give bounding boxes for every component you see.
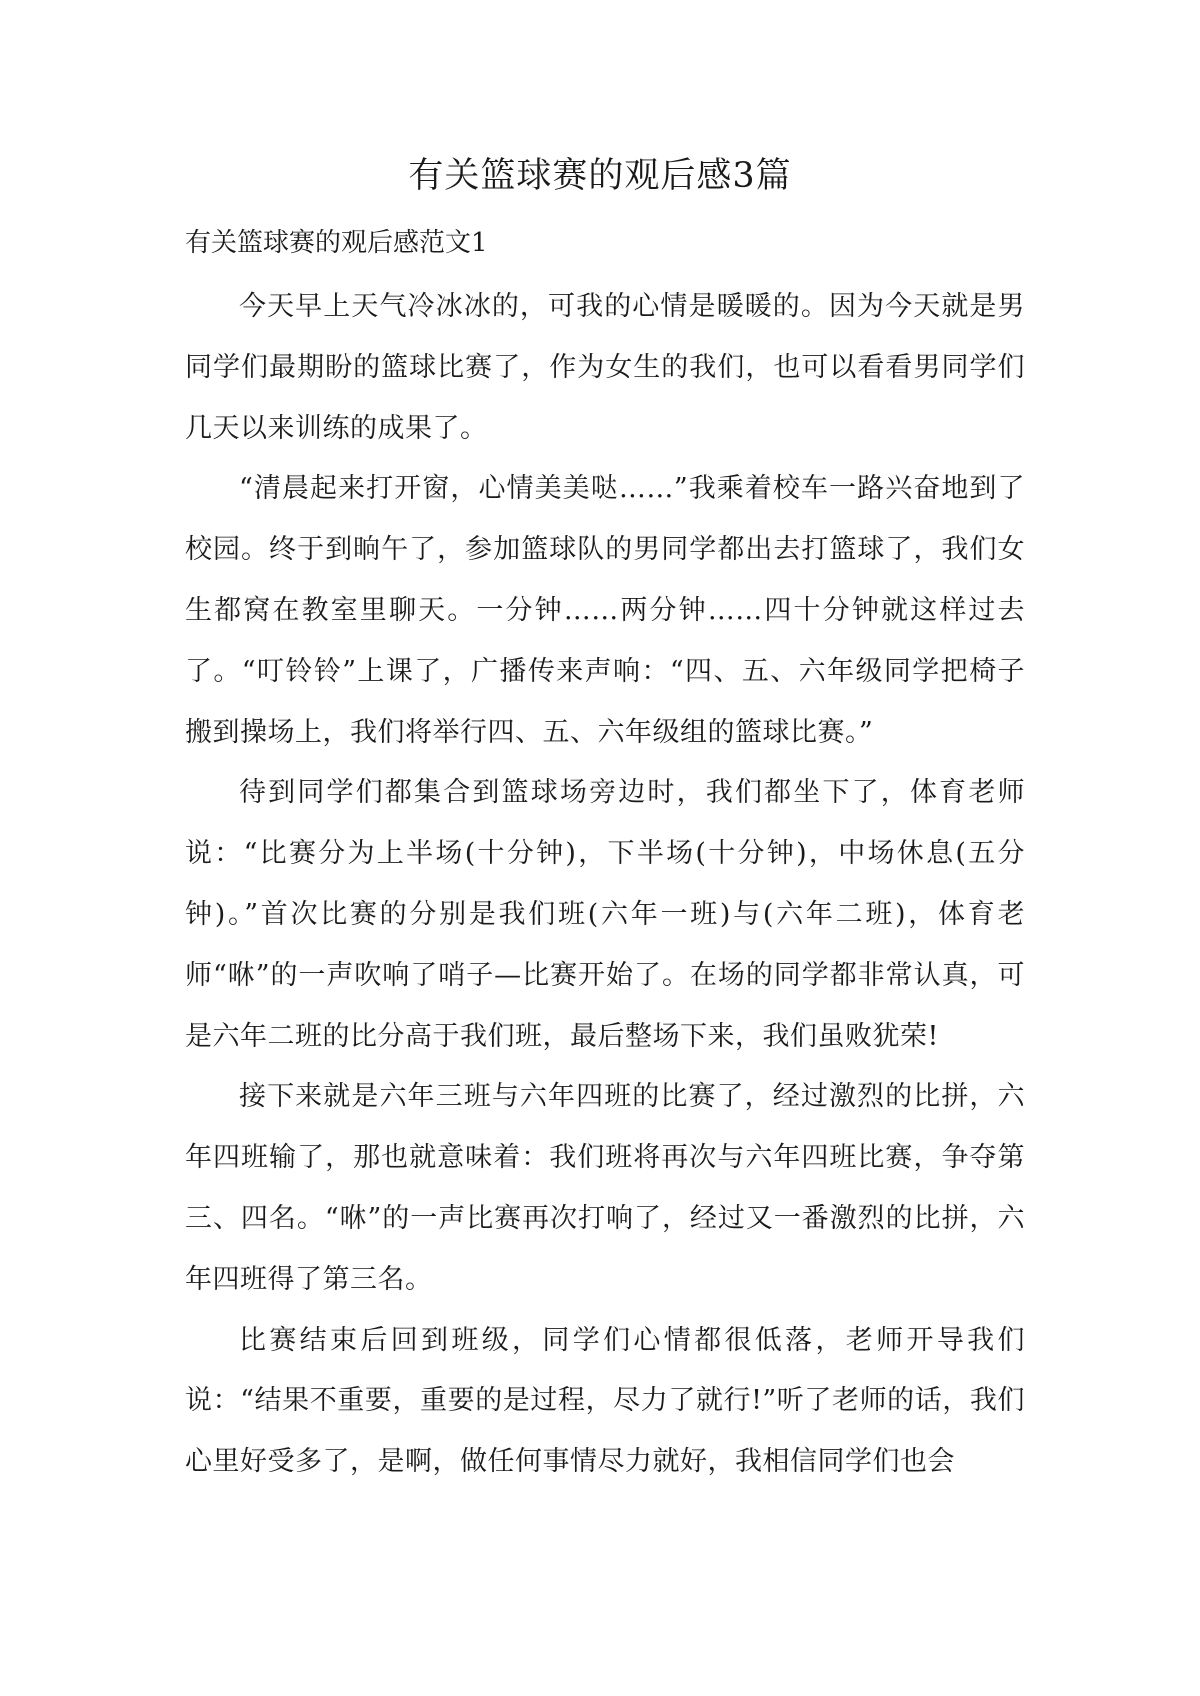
document-title: 有关篮球赛的观后感3篇 <box>408 156 792 196</box>
document-body <box>185 277 1025 1493</box>
document-subtitle: 有关篮球赛的观后感范文1 <box>185 228 488 258</box>
paragraph: 待到同学们都集合到篮球场旁边时，我们都坐下了，体育老师说：“比赛分为上半场(十分钟)，下半场(十分钟)，中场休息(五分钟)。”首次比赛的分别是我们班(六年一班)与(六年二班)，体育老师“咻”的一声吹响了哨子—比赛开始了。在场的同学都非常认真，可是六年二班的比分高于我们班，最后整场下来，我们虽败犹荣! <box>185 777 1025 1052</box>
paragraph: 接下来就是六年三班与六年四班的比赛了，经过激烈的比拼，六年四班输了，那也就意味着：我们班将再次与六年四班比赛，争夺第三、四名。“咻”的一声比赛再次打响了，经过又一番激烈的比拼，六年四班得了第三名。 <box>185 1081 1025 1295</box>
paragraph: 比赛结束后回到班级，同学们心情都很低落，老师开导我们说：“结果不重要，重要的是过程，尽力了就行!”听了老师的话，我们心里好受多了，是啊，做任何事情尽力就好，我相信同学们也会 <box>185 1324 1025 1478</box>
paragraph: 今天早上天气冷冰冰的，可我的心情是暖暖的。因为今天就是男同学们最期盼的篮球比赛了，作为女生的我们，也可以看看男同学们几天以来训练的成果了。 <box>185 291 1025 444</box>
paragraph: “清晨起来打开窗，心情美美哒……”我乘着校车一路兴奋地到了校园。终于到晌午了，参加篮球队的男同学都出去打篮球了，我们女生都窝在教室里聊天。一分钟……两分钟……四十分钟就这样过去了。“叮铃铃”上课了，广播传来声响：“四、五、六年级同学把椅子搬到操场上，我们将举行四、五、六年级组的篮球比赛。” <box>185 473 1025 748</box>
